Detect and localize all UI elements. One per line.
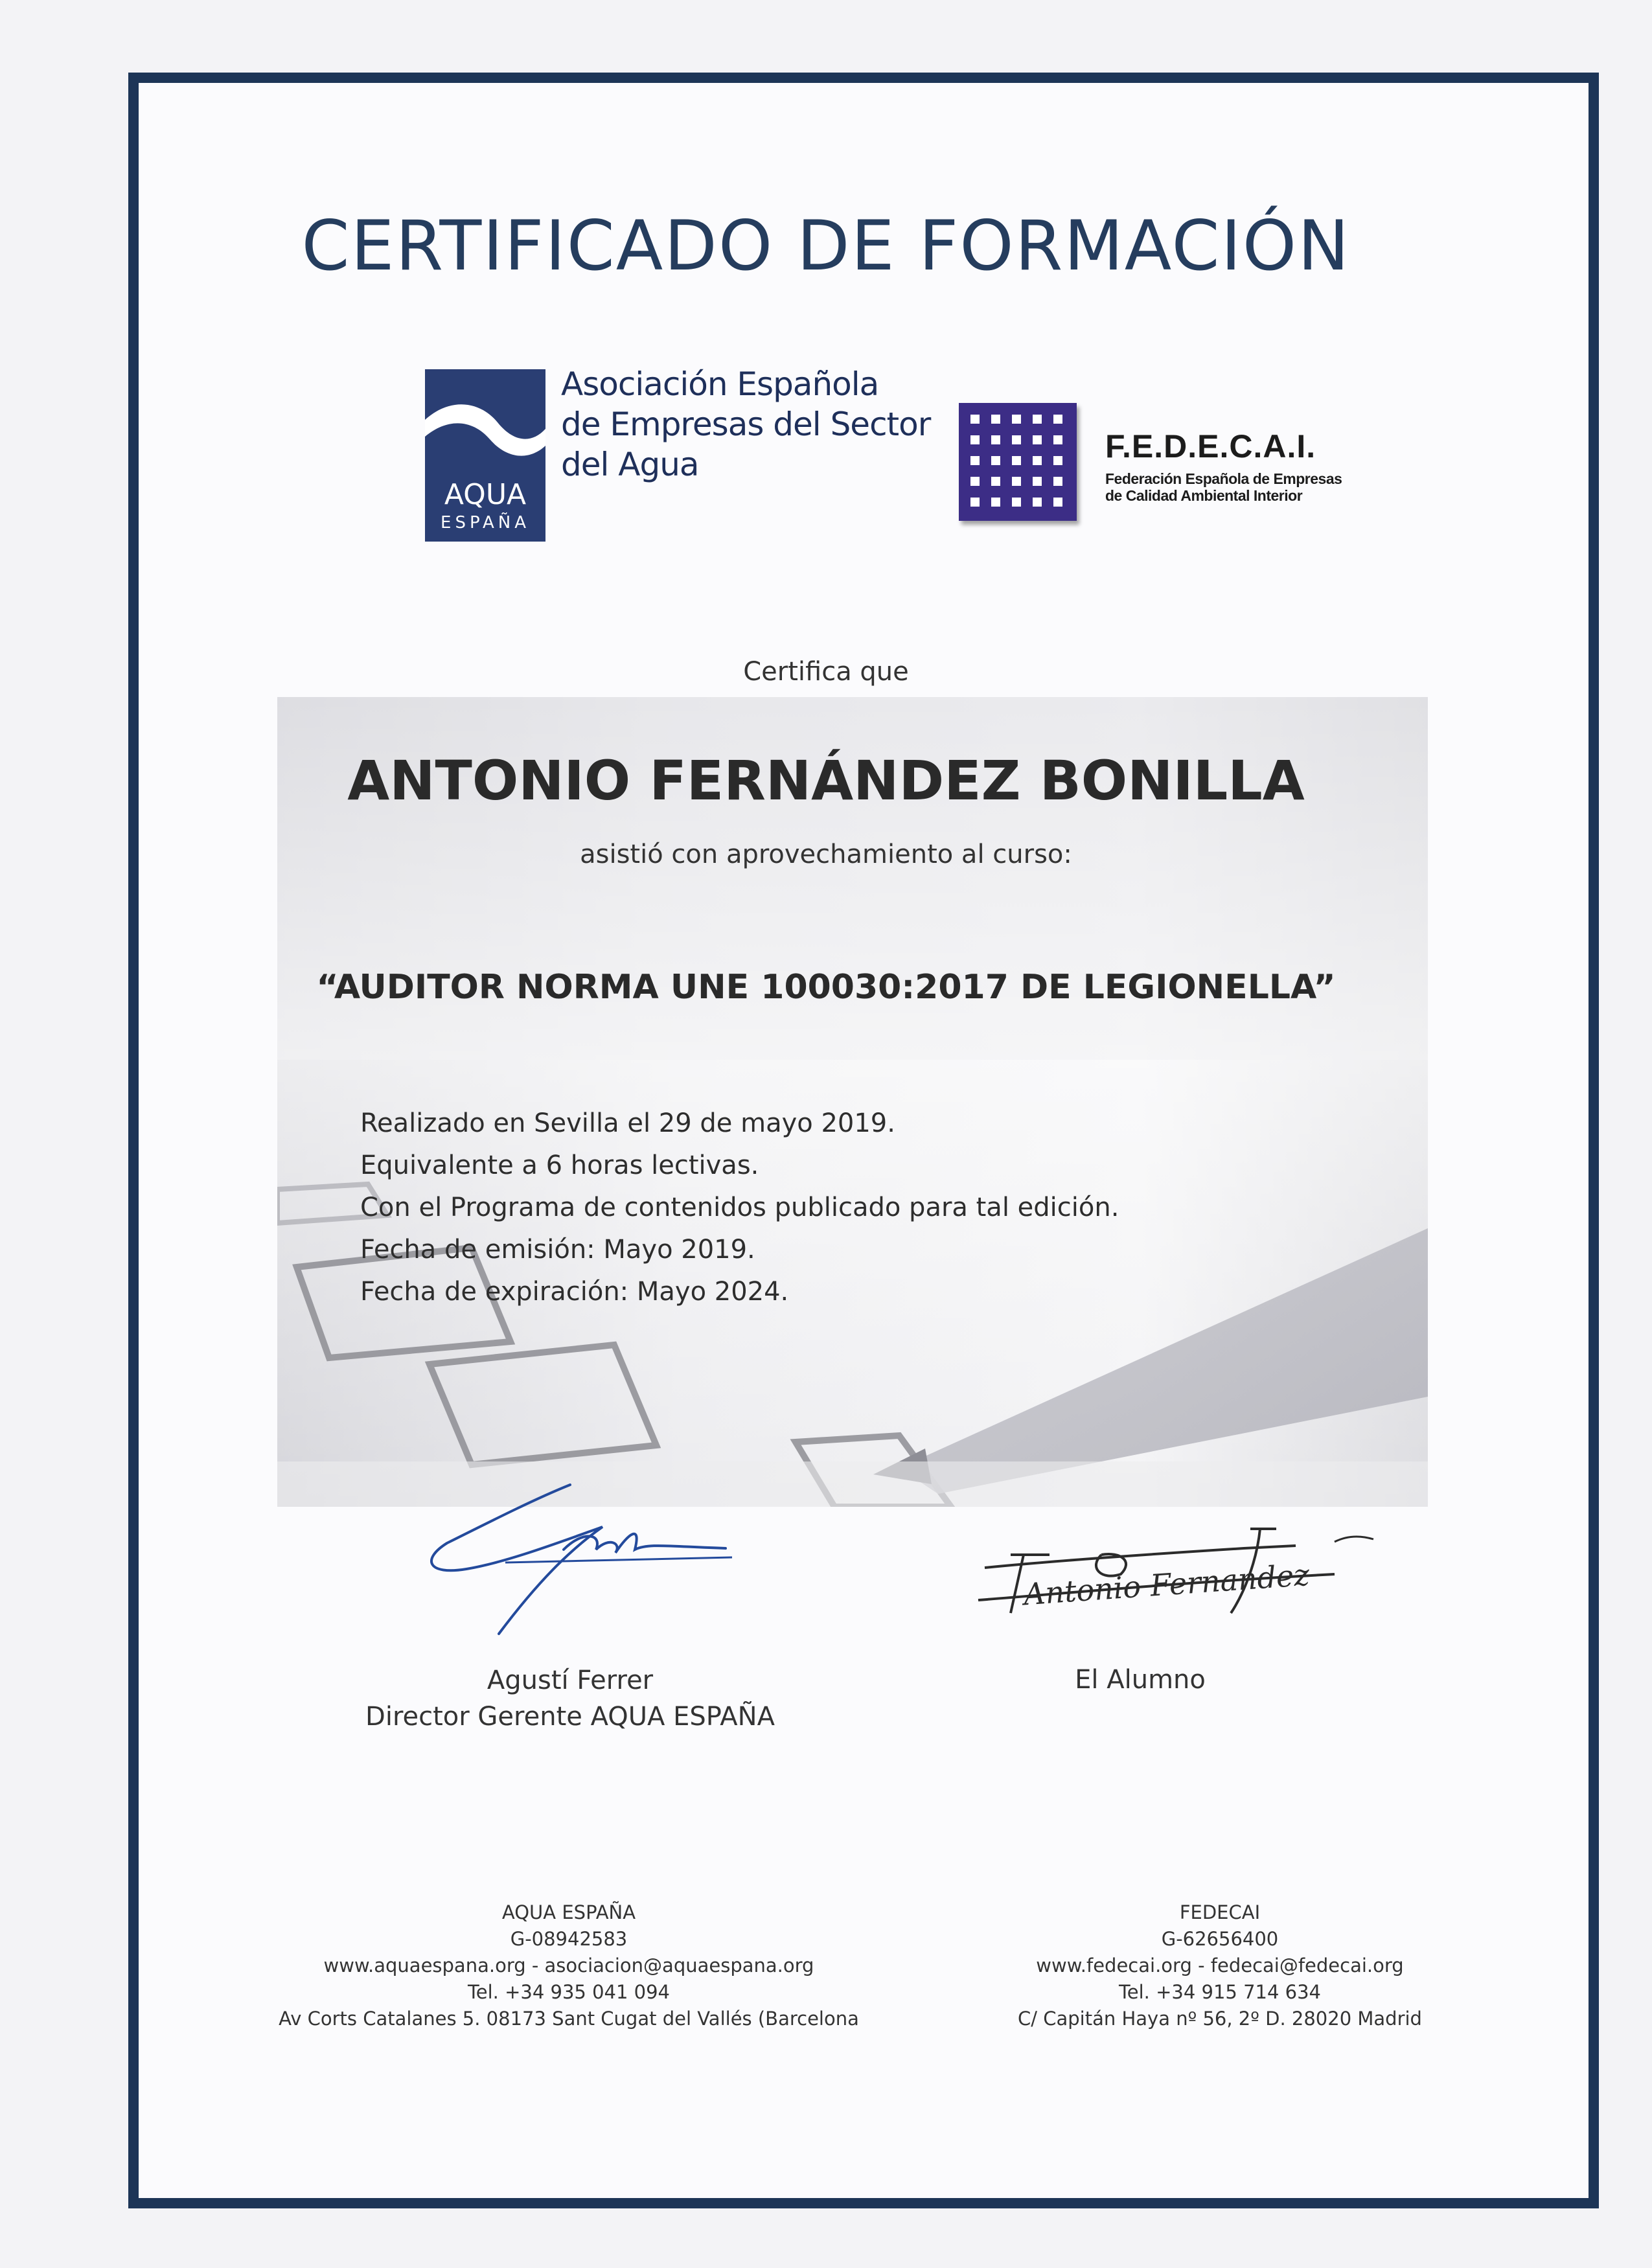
grid-dot — [991, 498, 1000, 507]
attended-label: asistió con aprovechamiento al curso: — [580, 840, 1072, 869]
aqua-footer-line: Av Corts Catalanes 5. 08173 Sant Cugat del Vallés (Barcelona — [279, 2008, 859, 2030]
grid-dot — [1012, 456, 1021, 465]
aqua-footer — [277, 1899, 860, 2032]
aqua-logo-subword: ESPAÑA — [441, 513, 530, 533]
grid-dot — [1053, 415, 1062, 424]
fedecai-footer-line: Tel. +34 915 714 634 — [1118, 1981, 1322, 2003]
certificate-title: CERTIFICADO DE FORMACIÓN — [301, 206, 1351, 286]
course-details — [360, 1103, 1332, 1313]
grid-dot — [1033, 498, 1042, 507]
grid-dot — [970, 435, 980, 444]
director-signature — [408, 1472, 745, 1666]
grid-dot — [991, 415, 1000, 424]
grid-dot — [1053, 435, 1062, 444]
grid-dot — [1012, 498, 1021, 507]
checkbox-pen-photo — [277, 697, 1428, 1507]
grid-dot — [1033, 477, 1042, 486]
student-signature-text: Antonio Fernandez — [1022, 1557, 1311, 1612]
detail-line: Realizado en Sevilla el 29 de mayo 2019. — [360, 1108, 895, 1138]
grid-dot — [991, 477, 1000, 486]
aqua-footer-line: G-08942583 — [510, 1928, 628, 1950]
certifies-label: Certifica que — [743, 657, 909, 687]
fedecai-desc-line: de Calidad Ambiental Interior — [1105, 487, 1303, 504]
student-name: ANTONIO FERNÁNDEZ BONILLA — [347, 749, 1305, 812]
detail-line: Equivalente a 6 horas lectivas. — [360, 1151, 759, 1180]
aqua-name-line: Asociación Española — [561, 365, 879, 403]
fedecai-description — [1105, 470, 1377, 504]
aqua-espana-logo — [425, 369, 545, 542]
dot-grid-icon — [959, 403, 1077, 521]
grid-dot — [1033, 415, 1042, 424]
fedecai-footer — [928, 1899, 1511, 2032]
fedecai-desc-line: Federación Española de Empresas — [1105, 470, 1342, 487]
grid-dot — [970, 498, 980, 507]
grid-dot — [1033, 456, 1042, 465]
grid-dot — [970, 456, 980, 465]
detail-line: Con el Programa de contenidos publicado para tal edición. — [360, 1193, 1119, 1222]
director-role: Director Gerente AQUA ESPAÑA — [365, 1702, 775, 1732]
aqua-espana-name — [561, 364, 931, 485]
grid-dot — [1033, 435, 1042, 444]
fedecai-footer-line: C/ Capitán Haya nº 56, 2º D. 28020 Madrid — [1018, 2008, 1422, 2030]
detail-line: Fecha de expiración: Mayo 2024. — [360, 1277, 789, 1307]
director-signatory — [304, 1662, 836, 1735]
grid-dot — [1053, 456, 1062, 465]
fedecai-footer-line: www.fedecai.org - fedecai@fedecai.org — [1036, 1954, 1404, 1976]
grid-dot — [1012, 477, 1021, 486]
aqua-name-line: de Empresas del Sector — [561, 406, 931, 443]
fedecai-footer-line: FEDECAI — [1179, 1901, 1261, 1923]
grid-dot — [991, 456, 1000, 465]
student-signature — [972, 1516, 1386, 1632]
aqua-footer-line: www.aquaespana.org - asociacion@aquaespana.org — [323, 1954, 814, 1976]
grid-dot — [970, 477, 980, 486]
detail-line: Fecha de emisión: Mayo 2019. — [360, 1235, 755, 1265]
grid-dot — [991, 435, 1000, 444]
grid-dot — [1012, 435, 1021, 444]
fedecai-name: F.E.D.E.C.A.I. — [1105, 428, 1316, 464]
grid-dot — [1053, 498, 1062, 507]
fedecai-footer-line: G-62656400 — [1161, 1928, 1279, 1950]
grid-dot — [1053, 477, 1062, 486]
student-signatory: El Alumno — [1075, 1665, 1206, 1695]
fedecai-logo — [959, 403, 1077, 521]
aqua-logo-word: AQUA — [444, 478, 527, 511]
course-title: “AUDITOR NORMA UNE 100030:2017 DE LEGIONELLA” — [316, 968, 1336, 1007]
grid-dot — [1012, 415, 1021, 424]
aqua-name-line: del Agua — [561, 446, 699, 483]
director-name: Agustí Ferrer — [487, 1666, 654, 1695]
aqua-footer-line: AQUA ESPAÑA — [501, 1901, 636, 1923]
grid-dot — [970, 415, 980, 424]
aqua-footer-line: Tel. +34 935 041 094 — [467, 1981, 671, 2003]
